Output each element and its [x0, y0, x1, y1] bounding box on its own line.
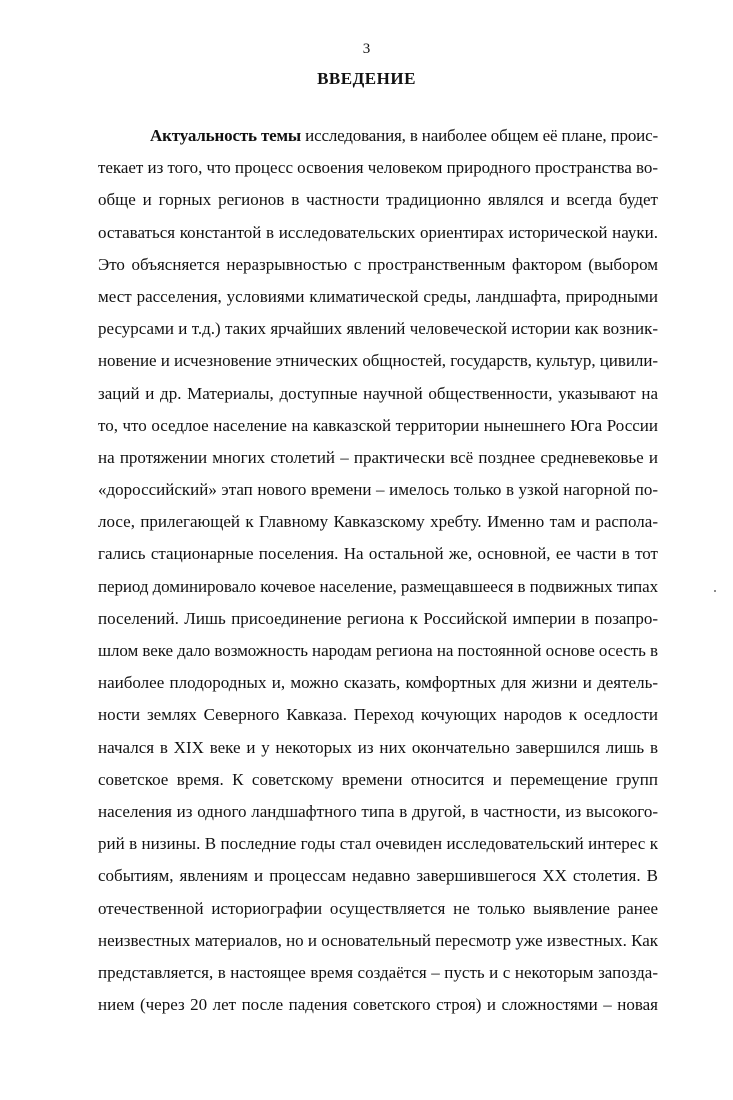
paragraph-line: нием (через 20 лет после падения советского строя) и сложностями – новая: [98, 995, 658, 1015]
section-heading: ВВЕДЕНИЕ: [317, 69, 416, 88]
page-number: 3: [362, 41, 371, 57]
paragraph-line: заций и др. Материалы, доступные научной общественности, указывают на: [98, 383, 658, 403]
paragraph-line: новение и исчезновение этнических общностей, государств, культур, цивили-: [98, 351, 658, 371]
paragraph-line: поселений. Лишь присоединение региона к Российской империи в позапро-: [98, 608, 658, 628]
paragraph-line: то, что оседлое население на кавказской территории нынешнего Юга России: [98, 415, 658, 435]
line-text: исследования, в наиболее общем её плане, проис-: [301, 126, 658, 145]
paragraph-line: начался в XIX веке и у некоторых из них окончательно завершился лишь в: [98, 737, 658, 757]
paragraph-line: шлом веке дало возможность народам региона на постоянной основе осесть в: [98, 641, 658, 660]
paragraph-line: обще и горных регионов в частности традиционно являлся и всегда будет: [98, 190, 658, 210]
paragraph-line: [98, 120, 658, 152]
paragraph-line: представляется, в настоящее время создаётся – пусть и с некоторым запозда-: [98, 962, 658, 982]
paragraph-line: оставаться константой в исследовательских ориентирах исторической науки.: [98, 222, 658, 242]
body-paragraph: [98, 120, 658, 1021]
paragraph-line: период доминировало кочевое население, размещавшееся в подвижных типах: [98, 576, 658, 596]
paragraph-line: мест расселения, условиями климатической среды, ландшафта, природными: [98, 286, 658, 306]
paragraph-line: «дороссийский» этап нового времени – имелось только в узкой нагорной по-: [98, 480, 658, 500]
paragraph-line: наиболее плодородных и, можно сказать, комфортных для жизни и деятель-: [98, 673, 658, 693]
paragraph-line: гались стационарные поселения. На остальной же, основной, ее части в тот: [98, 544, 658, 564]
scan-artifact: [714, 590, 716, 592]
paragraph-line: отечественной историографии осуществляется не только выявление ранее: [98, 898, 658, 918]
paragraph-line: ресурсами и т.д.) таких ярчайших явлений человеческой истории как возник-: [98, 319, 658, 339]
emphasis-text: Актуальность темы: [150, 126, 302, 145]
paragraph-line: на протяжении многих столетий – практически всё позднее средневековье и: [98, 447, 658, 467]
paragraph-line: советское время. К советскому времени относится и перемещение групп: [98, 769, 658, 789]
paragraph-line: Это объясняется неразрывностью с пространственным фактором (выбором: [98, 254, 658, 274]
paragraph-line: ности землях Северного Кавказа. Переход кочующих народов к оседлости: [98, 705, 658, 725]
paragraph-line: неизвестных материалов, но и основательный пересмотр уже известных. Как: [98, 930, 658, 950]
paragraph-line: рий в низины. В последние годы стал очевиден исследовательский интерес к: [98, 834, 658, 854]
paragraph-line: текает из того, что процесс освоения человеком природного пространства во-: [98, 158, 658, 178]
paragraph-line: населения из одного ландшафтного типа в другой, в частности, из высокого-: [98, 801, 658, 821]
paragraph-line: событиям, явлениям и процессам недавно завершившегося XX столетия. В: [98, 866, 658, 886]
paragraph-line: лосе, прилегающей к Главному Кавказскому хребту. Именно там и распола-: [98, 512, 658, 532]
